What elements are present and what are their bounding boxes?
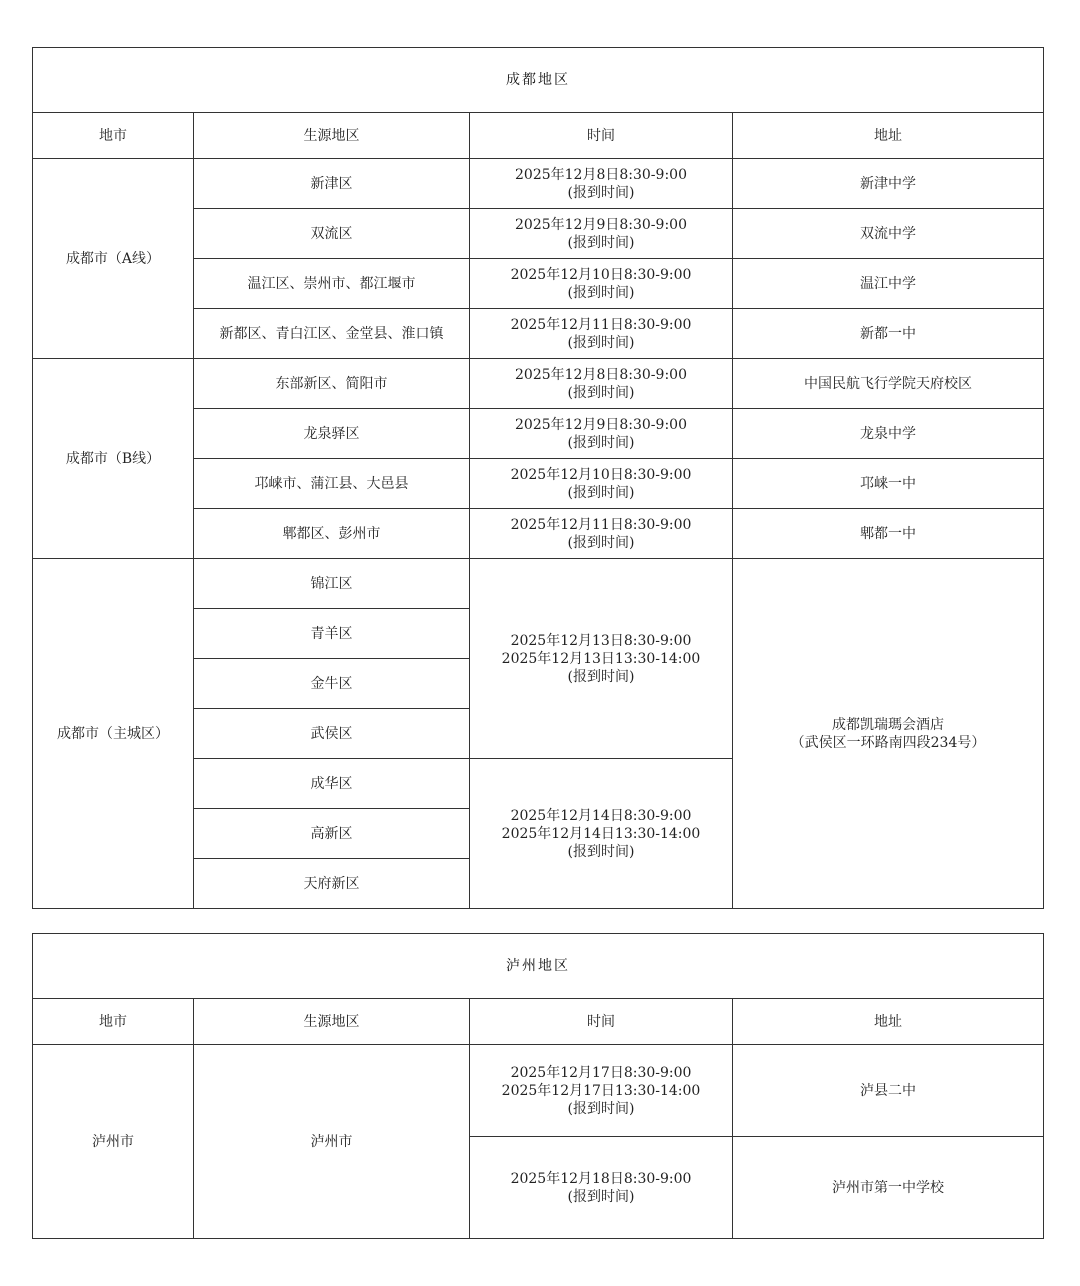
address-cell: 双流中学 <box>733 209 1044 259</box>
time-cell: 2025年12月10日8:30-9:00 (报到时间) <box>470 259 733 309</box>
table-row <box>33 359 1044 409</box>
city-cell: 成都市（主城区） <box>33 559 194 909</box>
address-cell: 中国民航飞行学院天府校区 <box>733 359 1044 409</box>
address-cell: 温江中学 <box>733 259 1044 309</box>
area-cell: 新津区 <box>194 159 470 209</box>
header-time: 时间 <box>470 999 733 1045</box>
address-cell: 泸县二中 <box>733 1045 1044 1137</box>
table-row <box>33 559 1044 609</box>
time-cell: 2025年12月10日8:30-9:00 (报到时间) <box>470 459 733 509</box>
area-cell: 武侯区 <box>194 709 470 759</box>
header-time: 时间 <box>470 113 733 159</box>
header-city: 地市 <box>33 999 194 1045</box>
time-cell: 2025年12月18日8:30-9:00 (报到时间) <box>470 1137 733 1239</box>
address-cell: 新津中学 <box>733 159 1044 209</box>
area-cell: 天府新区 <box>194 859 470 909</box>
area-cell: 郫都区、彭州市 <box>194 509 470 559</box>
time-cell: 2025年12月11日8:30-9:00 (报到时间) <box>470 509 733 559</box>
time-cell: 2025年12月11日8:30-9:00 (报到时间) <box>470 309 733 359</box>
address-cell: 邛崃一中 <box>733 459 1044 509</box>
time-cell: 2025年12月9日8:30-9:00 (报到时间) <box>470 209 733 259</box>
city-cell: 泸州市 <box>33 1045 194 1239</box>
header-area: 生源地区 <box>194 999 470 1045</box>
address-cell: 龙泉中学 <box>733 409 1044 459</box>
time-cell: 2025年12月14日8:30-9:00 2025年12月14日13:30-14:00 (报到时间) <box>470 759 733 909</box>
time-cell: 2025年12月9日8:30-9:00 (报到时间) <box>470 409 733 459</box>
chengdu-schedule-table <box>32 47 1044 909</box>
city-cell: 成都市（B线） <box>33 359 194 559</box>
time-cell: 2025年12月13日8:30-9:00 2025年12月13日13:30-14:00 (报到时间) <box>470 559 733 759</box>
header-address: 地址 <box>733 999 1044 1045</box>
area-cell: 锦江区 <box>194 559 470 609</box>
area-cell: 龙泉驿区 <box>194 409 470 459</box>
area-cell: 温江区、崇州市、都江堰市 <box>194 259 470 309</box>
header-city: 地市 <box>33 113 194 159</box>
header-area: 生源地区 <box>194 113 470 159</box>
address-cell: 郫都一中 <box>733 509 1044 559</box>
area-cell: 青羊区 <box>194 609 470 659</box>
area-cell: 邛崃市、蒲江县、大邑县 <box>194 459 470 509</box>
address-cell: 新都一中 <box>733 309 1044 359</box>
city-cell: 成都市（A线） <box>33 159 194 359</box>
address-cell: 泸州市第一中学校 <box>733 1137 1044 1239</box>
time-cell: 2025年12月8日8:30-9:00 (报到时间) <box>470 159 733 209</box>
table-row <box>33 1045 1044 1137</box>
area-cell: 成华区 <box>194 759 470 809</box>
address-cell: 成都凯瑞瑪会酒店 （武侯区一环路南四段234号） <box>733 559 1044 909</box>
area-cell: 金牛区 <box>194 659 470 709</box>
luzhou-region-title: 泸州地区 <box>33 934 1044 999</box>
area-cell: 东部新区、简阳市 <box>194 359 470 409</box>
area-cell: 双流区 <box>194 209 470 259</box>
area-cell: 高新区 <box>194 809 470 859</box>
time-cell: 2025年12月8日8:30-9:00 (报到时间) <box>470 359 733 409</box>
time-cell: 2025年12月17日8:30-9:00 2025年12月17日13:30-14:00 (报到时间) <box>470 1045 733 1137</box>
area-cell: 新都区、青白江区、金堂县、淮口镇 <box>194 309 470 359</box>
luzhou-schedule-table <box>32 933 1044 1239</box>
table-row <box>33 159 1044 209</box>
area-cell: 泸州市 <box>194 1045 470 1239</box>
header-address: 地址 <box>733 113 1044 159</box>
chengdu-region-title: 成都地区 <box>33 48 1044 113</box>
